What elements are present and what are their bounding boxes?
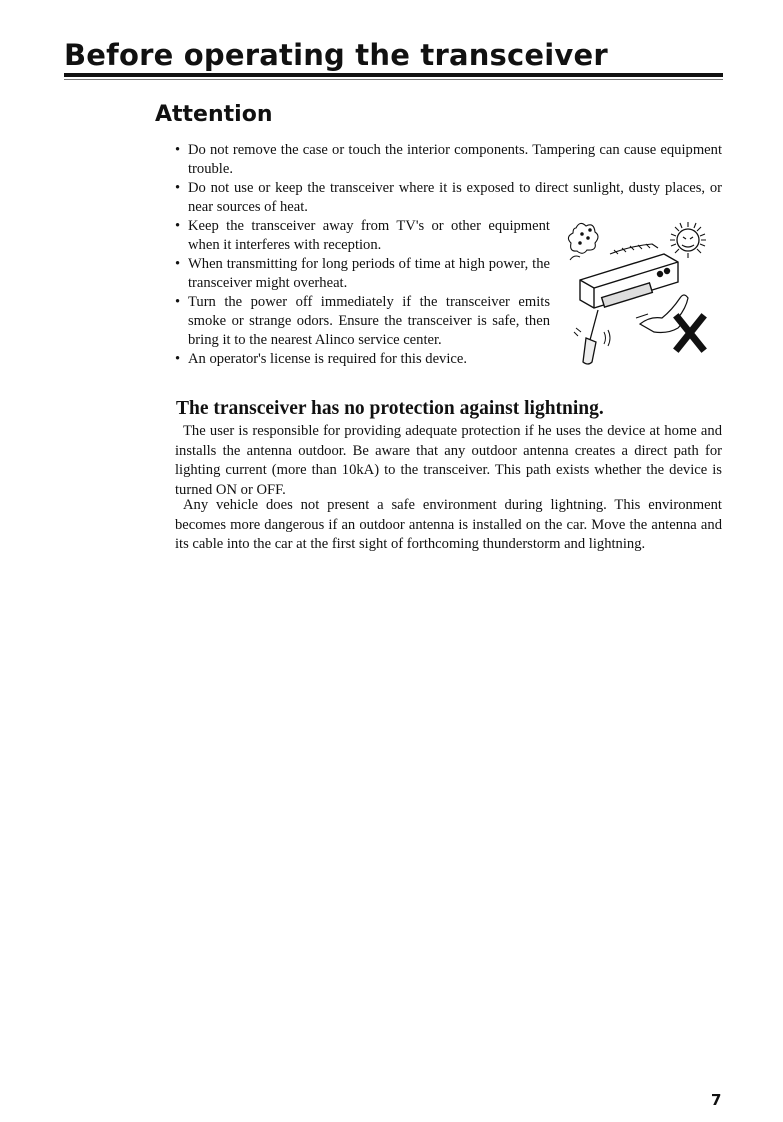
list-item <box>175 255 550 293</box>
list-item-text: When transmitting for long periods of time at high power, the transceiver might overheat. <box>188 256 550 291</box>
screwdriver-icon <box>574 310 610 364</box>
page-title: Before operating the transceiver <box>64 38 608 72</box>
list-item-text: Keep the transceiver away from TV's or other equipment when it interferes with reception. <box>188 218 550 253</box>
bullet-icon: • <box>175 180 181 196</box>
title-underline-thin <box>64 79 723 80</box>
warning-illustration <box>552 210 722 370</box>
attention-heading: Attention <box>155 102 273 127</box>
list-item-text: Do not use or keep the transceiver where it is exposed to direct sunlight, dusty places, or near sources of heat. <box>188 180 722 215</box>
bullet-icon: • <box>175 256 181 272</box>
bullet-icon: • <box>175 218 181 234</box>
lightning-paragraph: Any vehicle does not present a safe environment during lightning. This environment becomes more dangerous if an outdoor antenna is installed on the car. Move the antenna and its cable into the car at the first sight of forthcoming thunderstorm and lightning. <box>175 497 722 553</box>
lightning-paragraph: The user is responsible for providing adequate protection if he uses the device at home and installs the antenna outdoor. Be aware that any outdoor antenna creates a direct path for lighting current (more than 10kA) to the transceiver. This path exists whether the device is turned ON or OFF. <box>175 423 722 498</box>
sun-icon <box>670 222 706 258</box>
list-item <box>175 293 550 350</box>
page-number: 7 <box>711 1091 722 1109</box>
list-item <box>175 217 550 255</box>
list-item <box>175 350 550 369</box>
prohibited-x-icon <box>678 318 702 348</box>
list-item-text: Turn the power off immediately if the transceiver emits smoke or strange odors. Ensure the transceiver is safe, then bring it to the nearest Alinco service center. <box>188 294 550 348</box>
list-item-text: Do not remove the case or touch the interior components. Tampering can cause equipment trouble. <box>188 142 722 177</box>
lightning-heading: The transceiver has no protection against lightning. <box>176 398 604 419</box>
bullet-icon: • <box>175 294 181 310</box>
list-item <box>175 141 722 179</box>
title-underline <box>64 73 723 77</box>
hand-icon <box>636 295 688 333</box>
radio-icon <box>580 244 678 308</box>
list-item-text: An operator's license is required for this device. <box>188 351 468 367</box>
bullet-icon: • <box>175 142 181 158</box>
bullet-icon: • <box>175 351 181 367</box>
dust-cloud-icon <box>568 223 598 260</box>
